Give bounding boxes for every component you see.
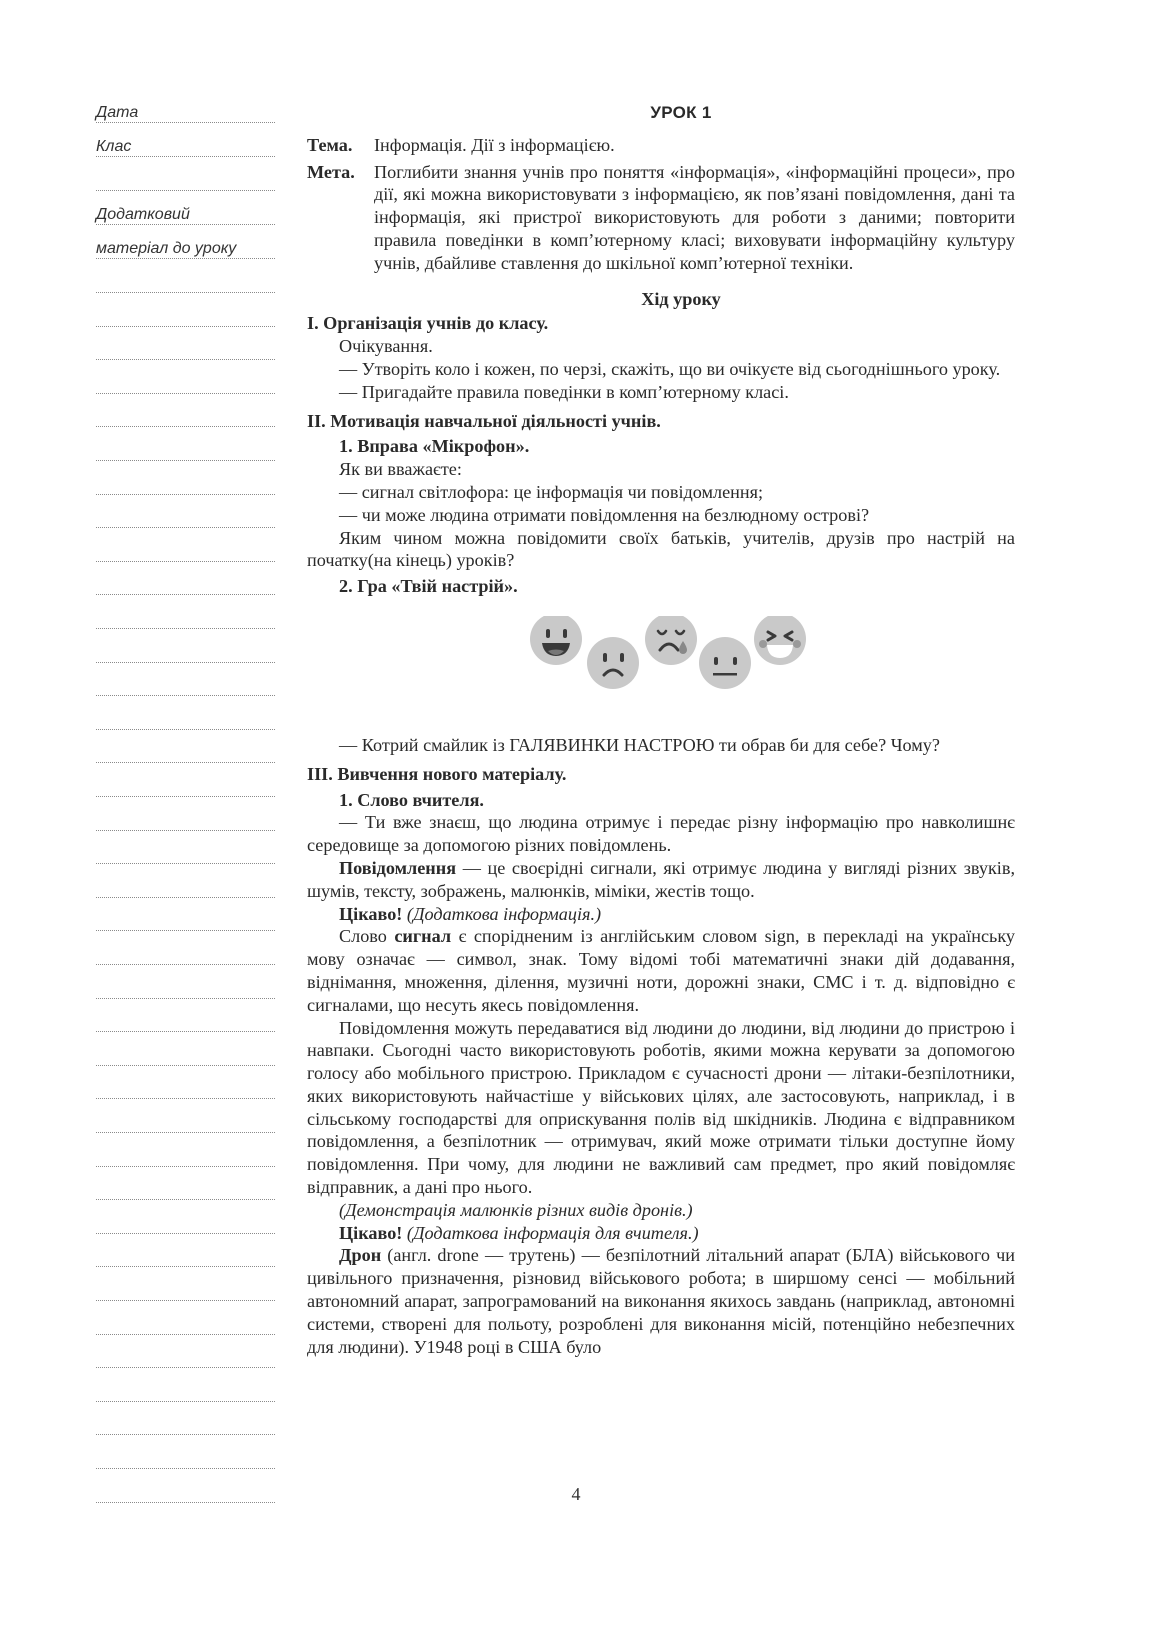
blank-note-line[interactable] <box>96 474 275 495</box>
interesting-label: Цікаво! <box>339 903 403 924</box>
crying-face-icon <box>645 616 697 665</box>
blank-note-line[interactable] <box>96 944 275 965</box>
paragraph: — Утворіть коло і кожен, по черзі, скажіть, що ви очікуєте від сьогоднішнього уроку. <box>339 358 1001 379</box>
neutral-face-icon <box>699 637 751 689</box>
blank-note-line[interactable] <box>96 709 275 730</box>
blank-note-line[interactable] <box>96 406 275 427</box>
paragraph: — чи може людина отримати повідомлення на безлюдному острові? <box>339 504 870 525</box>
date-label: Дата <box>96 104 139 121</box>
term-signal: сигнал <box>394 926 452 947</box>
paragraph: Повідомлення можуть передаватися від людини до людини, від людини до пристрою і навпаки. Сьогодні часто використовують роботів, якими можна керувати за допомогою голосу або мобільного пристрою. Прикладом є сучасності дрони — літаки-безпілотники, яких використовують найчастіше у військових цілях, але застосовують, наприклад, і в сільському господарстві для оприскування полів від шкідників. Людина є відправником повідомлення, а безпілотник — отримувач, який може отримати тільки доступне йому повідомлення. При чому, для людини не важливий сам предмет, про який повідомляє відправник, а дані про нього. <box>307 1017 1015 1198</box>
laughing-face-icon <box>754 616 806 665</box>
blank-note-line[interactable] <box>96 1146 275 1167</box>
blank-note-line[interactable] <box>96 742 275 763</box>
lesson-content <box>307 100 1015 1358</box>
blank-note-line[interactable] <box>96 877 275 898</box>
blank-note-line[interactable] <box>96 373 275 394</box>
interesting-note: Цікаво! (Додаткова інформація.) <box>339 903 602 924</box>
demo-note: (Демонстрація малюнків різних видів дронів.) <box>339 1199 693 1220</box>
blank-note-line[interactable] <box>96 1213 275 1234</box>
blank-note-line[interactable] <box>96 339 275 360</box>
blank-note-line[interactable] <box>96 507 275 528</box>
extra-material-field-line2[interactable] <box>96 238 275 259</box>
paragraph: Очікування. <box>339 336 433 357</box>
blank-note-line[interactable] <box>96 1414 275 1435</box>
section-1-heading: I. Організація учнів до класу. <box>307 313 549 334</box>
teacher-word-heading: 1. Слово вчителя. <box>339 789 484 810</box>
class-field-extra-line[interactable] <box>96 170 275 191</box>
paragraph: Дрон (англ. drone — трутень) — безпілотний літальний апарат (БЛА) військового чи цивільного призначення, різновид військового робота; в ширшому сенсі — мобільний автономний апарат, запрограмований на виконання якихось завдань (наприклад, автономні системи, створені для польоту, розроблені для виконання місій, потенційно небезпечних для людини). У1948 році в США було <box>307 1245 1015 1357</box>
happy-face-icon <box>530 616 582 665</box>
blank-note-line[interactable] <box>96 843 275 864</box>
blank-note-line[interactable] <box>96 1448 275 1469</box>
topic-text: Інформація. Дії з інформацією. <box>374 134 615 155</box>
paragraph: Повідомлення — це своєрідні сигнали, які отримує людина у вигляді різних звуків, шумів, тексту, зображень, малюнків, міміки, жестів тощо. <box>307 857 1015 901</box>
mood-emojis <box>307 616 1015 728</box>
blank-note-line[interactable] <box>96 978 275 999</box>
blank-note-line[interactable] <box>96 608 275 629</box>
term-message: Повідомлення <box>339 857 457 878</box>
term-drone: Дрон <box>339 1245 382 1266</box>
blank-note-line[interactable] <box>96 910 275 931</box>
blank-note-line[interactable] <box>96 306 275 327</box>
section-3-heading: III. Вивчення нового матеріалу. <box>307 763 567 784</box>
blank-note-line[interactable] <box>96 440 275 461</box>
blank-note-line[interactable] <box>96 1011 275 1032</box>
section-2-heading: II. Мотивація навчальної діяльності учнів. <box>307 410 661 431</box>
extra-material-label-line2: матеріал до уроку <box>96 240 237 257</box>
goal-row <box>307 161 1015 275</box>
blank-note-line[interactable] <box>96 1112 275 1133</box>
paragraph: — Пригадайте правила поведінки в комп’ютерному класі. <box>339 381 789 402</box>
interesting-note: Цікаво! (Додаткова інформація для вчителя.) <box>339 1222 699 1243</box>
paragraph: Як ви вважаєте: <box>339 459 462 480</box>
class-field[interactable] <box>96 136 275 157</box>
blank-note-line[interactable] <box>96 272 275 293</box>
blank-note-line[interactable] <box>96 1280 275 1301</box>
goal-text: Поглибити знання учнів про поняття «інформація», «інформаційні процеси», про дії, які можна використовувати з інформацією, як пов’язані повідомлення, дані та інформація, які пристрої використовують для роботи з даними; повторити правила поведінки в комп’ютерному класі; виховувати інформаційну культуру учнів, дбайливе ставлення до шкільної комп’ютерної техніки. <box>374 161 1015 273</box>
topic-row <box>307 134 1015 157</box>
blank-note-line[interactable] <box>96 642 275 663</box>
paragraph: — сигнал світлофора: це інформація чи повідомлення; <box>339 481 764 502</box>
blank-note-line[interactable] <box>96 1314 275 1335</box>
blank-note-line[interactable] <box>96 1078 275 1099</box>
blank-note-line[interactable] <box>96 810 275 831</box>
blank-note-line[interactable] <box>96 1045 275 1066</box>
paragraph: Слово сигнал є спорідненим із англійським словом sign, в перекладі на українську мову означає — символ, знак. Тому відомі тобі математичні знаки дій додавання, віднімання, множення, ділення, музичні ноти, дорожні знаки, СМС і т. д. відповідно є сигналами, що несуть якесь повідомлення. <box>307 926 1016 1015</box>
blank-note-line[interactable] <box>96 1246 275 1267</box>
blank-note-line[interactable] <box>96 541 275 562</box>
paragraph: Яким чином можна повідомити своїх батьків, учителів, друзів про настрій на початку(на кінець) уроків? <box>307 527 1015 571</box>
paragraph: — Ти вже знаєш, що людина отримує і передає різну інформацію про навколишнє середовище за допомогою різних повідомлень. <box>307 812 1015 856</box>
exercise-2-heading: 2. Гра «Твій настрій». <box>339 576 518 597</box>
sad-face-icon <box>587 637 639 689</box>
extra-material-label-line1: Додатковий <box>96 206 190 223</box>
goal-label: Мета. <box>307 161 355 182</box>
mood-emoji-group <box>307 616 1015 728</box>
topic-label: Тема. <box>307 134 353 155</box>
date-field[interactable] <box>96 102 275 123</box>
lesson-title: УРОК 1 <box>650 103 712 122</box>
exercise-1-heading: 1. Вправа «Мікрофон». <box>339 436 530 457</box>
blank-note-line[interactable] <box>96 675 275 696</box>
course-heading: Хід уроку <box>641 288 721 309</box>
blank-note-line[interactable] <box>96 1347 275 1368</box>
blank-note-line[interactable] <box>96 1179 275 1200</box>
page-number: 4 <box>571 1484 581 1504</box>
interesting-label: Цікаво! <box>339 1222 403 1243</box>
paragraph: — Котрий смайлик із ГАЛЯВИНКИ НАСТРОЮ ти обрав би для себе? Чому? <box>339 734 940 755</box>
class-label: Клас <box>96 138 132 155</box>
extra-material-field-line1[interactable] <box>96 204 275 225</box>
blank-note-line[interactable] <box>96 574 275 595</box>
blank-note-line[interactable] <box>96 776 275 797</box>
blank-note-line[interactable] <box>96 1381 275 1402</box>
